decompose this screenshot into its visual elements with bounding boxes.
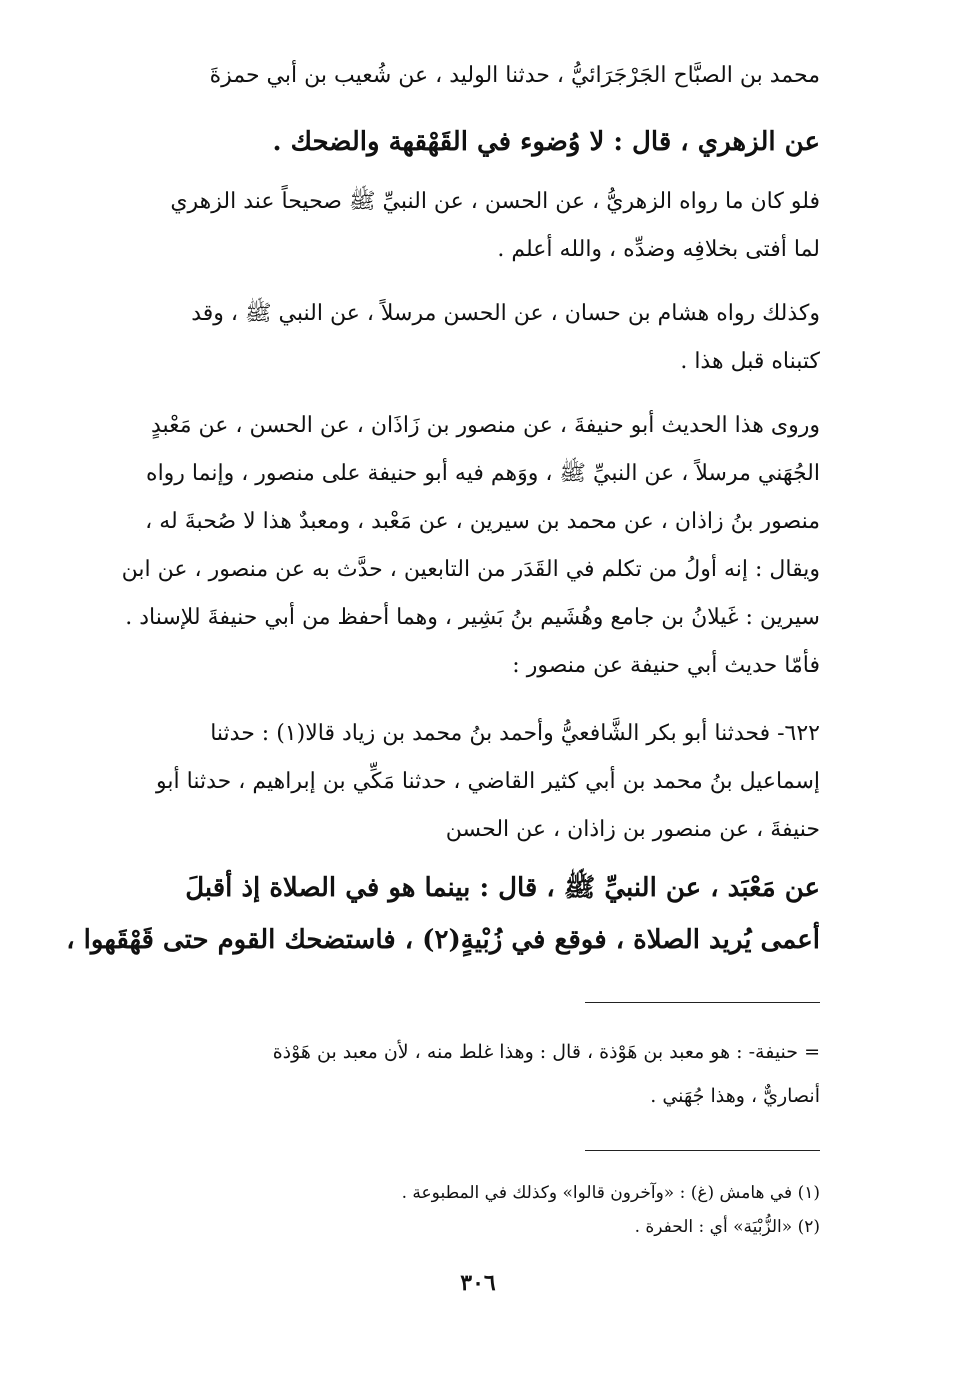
paragraph-hisham: [110, 290, 820, 386]
text-line: منصور بنُ زاذان ، عن محمد بن سيرين ، عن مَعْبد ، ومعبدٌ هذا لا صُحبةَ له ،: [145, 509, 820, 534]
footnote-divider-bottom: [585, 1150, 820, 1151]
text-line: عن مَعْبَد ، عن النبيِّ ﷺ ، قال : بينما هو في الصلاة إذ أقبلَ: [185, 873, 820, 903]
text-line: = حنيفة- : هو معبد بن هَوْذة ، قال : وهذا غلط منه ، لأن معبد بن هَوْذة: [272, 1041, 820, 1063]
footnote-divider-top: [585, 1002, 820, 1003]
text-line: الجُهَني مرسلاً ، عن النبيِّ ﷺ ، ووَهم فيه أبو حنيفة على منصور ، وإنما رواه: [146, 461, 820, 486]
text-line: لما أفتى بخلافِه وضدِّه ، والله أعلم .: [497, 237, 820, 262]
text-line: سيرين : غَيلانُ بن جامع وهُشَيم بنُ بَشِير ، وهما أحفظ من أبي حنيفةَ للإسناد .: [125, 605, 820, 630]
paragraph-abu-hanifa: [110, 402, 820, 690]
text-line: ويقال : إنه أولُ من تكلم في القَدَر من التابعين ، حدَّث به عن منصور ، عن ابن: [121, 557, 820, 582]
text-line: فأمّا حديث أبي حنيفة عن منصور :: [512, 653, 820, 678]
footnote-1: (١) في هامش (غ) : «وآخرون قالوا» وكذلك في المطبوعة .: [401, 1183, 820, 1203]
text-line: وروى هذا الحديث أبو حنيفةَ ، عن منصور بن زَاذَان ، عن الحسن ، عن مَعْبدٍ: [150, 413, 820, 438]
paragraph-zuhri-ruling: [110, 178, 820, 274]
paragraph-hadith-622-isnad: [110, 710, 820, 854]
footnote-continuation: [110, 1030, 820, 1118]
footnotes-list: [110, 1176, 820, 1244]
page-number: ٣٠٦: [460, 1270, 496, 1296]
text-line: حنيفةَ ، عن منصور بن زاذان ، عن الحسن: [445, 817, 820, 842]
hadith-text-mabad: [66, 862, 820, 966]
text-line: وكذلك رواه هشام بن حسان ، عن الحسن مرسلاً ، عن النبي ﷺ ، وقد: [191, 301, 820, 326]
paragraph-chain-start: [110, 52, 820, 100]
footnote-2: (٢) «الزُّبْيَة» أي : الحفرة .: [634, 1217, 820, 1237]
text-line: عن الزهري ، قال : لا وُضوء في القَهْقهة والضحك .: [272, 127, 820, 157]
text-line: ٦٢٢- فحدثنا أبو بكر الشَّافعيُّ وأحمد بنُ محمد بن زياد قالا(١) : حدثنا: [210, 721, 820, 746]
text-line: إسماعيل بنُ محمد بن أبي كثير القاضي ، حدثنا مَكِّي بن إبراهيم ، حدثنا أبو: [156, 769, 820, 794]
text-line: كتبناه قبل هذا .: [680, 349, 820, 374]
text-line: محمد بن الصبَّاح الجَرْجَرَائيُّ ، حدثنا الوليد ، عن شُعيب بن أبي حمزةَ: [209, 63, 820, 88]
text-line: فلو كان ما رواه الزهريُّ ، عن الحسن ، عن النبيِّ ﷺ صحيحاً عند الزهري: [170, 189, 820, 214]
text-line: أنصاريٌّ ، وهذا جُهَني .: [650, 1085, 820, 1107]
hadith-text-zuhri: [110, 116, 820, 168]
text-line: أعمى يُريد الصلاة ، فوقع في زُبْيةٍ(٢) ، فاستضحك القوم حتى قَهْقَهوا ،: [66, 925, 820, 955]
